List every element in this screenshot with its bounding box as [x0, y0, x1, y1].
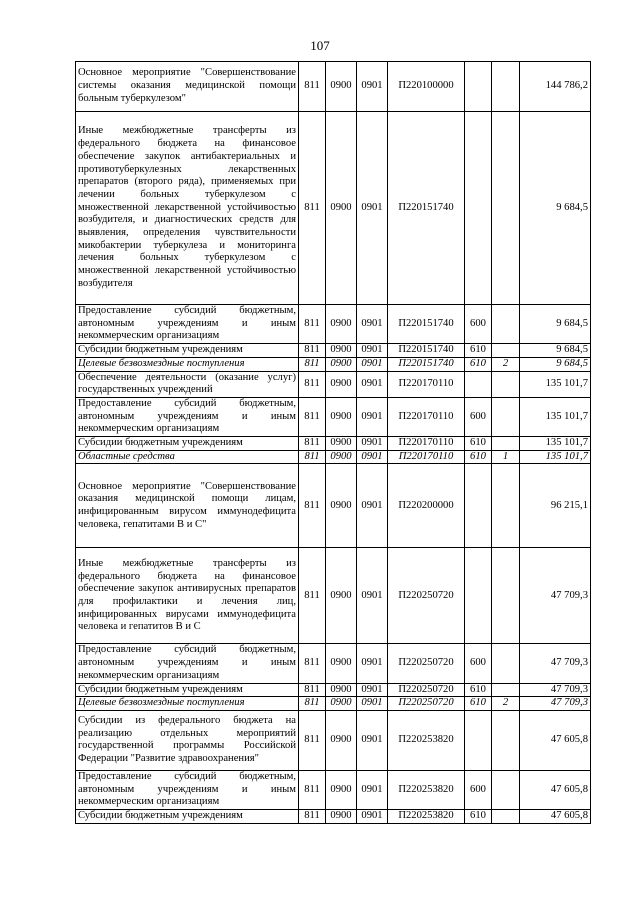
row-subsection-code: 0901 [357, 644, 388, 683]
row-section-code: 0900 [326, 770, 357, 809]
row-subsection-code: 0901 [357, 770, 388, 809]
row-expense-type-code: 600 [465, 397, 492, 436]
row-name: Субсидии бюджетным учреждениям [76, 810, 299, 824]
table-row [76, 112, 591, 305]
row-name: Субсидии бюджетным учреждениям [76, 683, 299, 697]
row-sum: 135 101,7 [520, 371, 591, 397]
row-section-code: 0900 [326, 450, 357, 464]
row-sum: 135 101,7 [520, 397, 591, 436]
row-source-code [492, 548, 520, 644]
row-sum: 9 684,5 [520, 344, 591, 358]
row-ministry-code: 811 [299, 112, 326, 305]
row-subsection-code: 0901 [357, 548, 388, 644]
row-expense-type-code: 610 [465, 450, 492, 464]
table-row [76, 397, 591, 436]
row-expense-type-code: 610 [465, 683, 492, 697]
table-row [76, 548, 591, 644]
row-section-code: 0900 [326, 683, 357, 697]
row-source-code: 2 [492, 697, 520, 711]
row-source-code [492, 371, 520, 397]
table-row [76, 437, 591, 451]
row-source-code [492, 810, 520, 824]
row-section-code: 0900 [326, 697, 357, 711]
row-expense-type-code: 610 [465, 344, 492, 358]
row-sum: 47 605,8 [520, 810, 591, 824]
table-row [76, 710, 591, 770]
table-row [76, 450, 591, 464]
row-target-code: П220250720 [388, 548, 465, 644]
row-subsection-code: 0901 [357, 683, 388, 697]
row-ministry-code: 811 [299, 371, 326, 397]
row-expense-type-code: 600 [465, 770, 492, 809]
row-subsection-code: 0901 [357, 371, 388, 397]
row-source-code [492, 464, 520, 548]
row-sum: 144 786,2 [520, 62, 591, 112]
table-row [76, 305, 591, 344]
row-sum: 47 709,3 [520, 697, 591, 711]
row-name: Предоставление субсидий бюджетным, автономным учреждениям и иным некоммерческим организациям [76, 644, 299, 683]
row-name: Целевые безвозмездные поступления [76, 357, 299, 371]
row-sum: 47 709,3 [520, 644, 591, 683]
page-number: 107 [310, 38, 330, 53]
table-row [76, 464, 591, 548]
row-subsection-code: 0901 [357, 464, 388, 548]
row-ministry-code: 811 [299, 357, 326, 371]
table-row [76, 683, 591, 697]
row-target-code: П220151740 [388, 344, 465, 358]
row-source-code [492, 644, 520, 683]
row-subsection-code: 0901 [357, 810, 388, 824]
row-section-code: 0900 [326, 710, 357, 770]
row-name: Субсидии из федерального бюджета на реализацию отдельных мероприятий государственной программы Российской Федерации "Развитие здравоохранения" [76, 710, 299, 770]
budget-table [75, 61, 591, 824]
table-row [76, 371, 591, 397]
row-target-code: П220100000 [388, 62, 465, 112]
row-ministry-code: 811 [299, 450, 326, 464]
row-sum: 47 605,8 [520, 770, 591, 809]
row-section-code: 0900 [326, 464, 357, 548]
row-source-code [492, 710, 520, 770]
row-section-code: 0900 [326, 62, 357, 112]
row-ministry-code: 811 [299, 644, 326, 683]
row-name: Иные межбюджетные трансферты из федерального бюджета на финансовое обеспечение закупок антибактериальных и противотуберкулезных лекарственных препаратов (второго ряда), применяемых при лечении больных туберкулезом с множественной лекарственной устойчивостью возбудителя, и диагностических средств для выявления, определения чувствительности микобактерии туберкулеза и мониторинга лечения больных туберкулезом с множественной лекарственной устойчивостью возбудителя [76, 112, 299, 305]
row-subsection-code: 0901 [357, 344, 388, 358]
row-name: Иные межбюджетные трансферты из федерального бюджета на финансовое обеспечение закупок антивирусных препаратов для профилактики и лечения лиц, инфицированных вирусами иммунодефицита человека и гепатитов В и С [76, 548, 299, 644]
row-sum: 9 684,5 [520, 112, 591, 305]
row-source-code [492, 344, 520, 358]
row-name: Субсидии бюджетным учреждениям [76, 437, 299, 451]
row-ministry-code: 811 [299, 437, 326, 451]
row-section-code: 0900 [326, 437, 357, 451]
row-source-code [492, 305, 520, 344]
row-subsection-code: 0901 [357, 62, 388, 112]
row-ministry-code: 811 [299, 710, 326, 770]
row-section-code: 0900 [326, 371, 357, 397]
row-ministry-code: 811 [299, 770, 326, 809]
table-row [76, 644, 591, 683]
row-source-code: 2 [492, 357, 520, 371]
row-source-code [492, 112, 520, 305]
row-expense-type-code: 610 [465, 357, 492, 371]
row-target-code: П220253820 [388, 770, 465, 809]
row-name: Предоставление субсидий бюджетным, автономным учреждениям и иным некоммерческим организациям [76, 305, 299, 344]
row-expense-type-code: 610 [465, 697, 492, 711]
row-expense-type-code: 600 [465, 305, 492, 344]
table-row [76, 357, 591, 371]
row-expense-type-code [465, 62, 492, 112]
row-section-code: 0900 [326, 548, 357, 644]
row-expense-type-code [465, 548, 492, 644]
row-sum: 96 215,1 [520, 464, 591, 548]
row-section-code: 0900 [326, 112, 357, 305]
row-subsection-code: 0901 [357, 437, 388, 451]
row-target-code: П220250720 [388, 697, 465, 711]
row-ministry-code: 811 [299, 810, 326, 824]
row-section-code: 0900 [326, 644, 357, 683]
row-expense-type-code [465, 710, 492, 770]
row-expense-type-code [465, 371, 492, 397]
row-expense-type-code: 610 [465, 810, 492, 824]
row-section-code: 0900 [326, 810, 357, 824]
row-target-code: П220170110 [388, 371, 465, 397]
row-target-code: П220151740 [388, 305, 465, 344]
row-target-code: П220170110 [388, 437, 465, 451]
table-row [76, 810, 591, 824]
row-subsection-code: 0901 [357, 112, 388, 305]
row-subsection-code: 0901 [357, 357, 388, 371]
row-ministry-code: 811 [299, 683, 326, 697]
row-source-code [492, 397, 520, 436]
row-subsection-code: 0901 [357, 397, 388, 436]
row-target-code: П220170110 [388, 450, 465, 464]
row-subsection-code: 0901 [357, 697, 388, 711]
row-source-code [492, 62, 520, 112]
table-row [76, 770, 591, 809]
row-sum: 9 684,5 [520, 357, 591, 371]
row-source-code [492, 683, 520, 697]
row-target-code: П220170110 [388, 397, 465, 436]
row-name: Предоставление субсидий бюджетным, автономным учреждениям и иным некоммерческим организациям [76, 770, 299, 809]
row-section-code: 0900 [326, 305, 357, 344]
row-section-code: 0900 [326, 357, 357, 371]
row-subsection-code: 0901 [357, 450, 388, 464]
row-ministry-code: 811 [299, 397, 326, 436]
row-name: Основное мероприятие "Совершенствование системы оказания медицинской помощи больным туберкулезом" [76, 62, 299, 112]
row-sum: 47 709,3 [520, 548, 591, 644]
row-sum: 47 605,8 [520, 710, 591, 770]
row-target-code: П220253820 [388, 810, 465, 824]
row-subsection-code: 0901 [357, 710, 388, 770]
table-row [76, 344, 591, 358]
row-expense-type-code [465, 464, 492, 548]
row-section-code: 0900 [326, 397, 357, 436]
row-sum: 135 101,7 [520, 437, 591, 451]
row-target-code: П220151740 [388, 112, 465, 305]
row-target-code: П220151740 [388, 357, 465, 371]
row-sum: 47 709,3 [520, 683, 591, 697]
row-expense-type-code: 600 [465, 644, 492, 683]
row-source-code: 1 [492, 450, 520, 464]
row-target-code: П220250720 [388, 683, 465, 697]
row-ministry-code: 811 [299, 62, 326, 112]
row-sum: 135 101,7 [520, 450, 591, 464]
row-expense-type-code [465, 112, 492, 305]
row-ministry-code: 811 [299, 305, 326, 344]
row-name: Основное мероприятие "Совершенствование оказания медицинской помощи лицам, инфицированным вирусом иммунодефицита человека, гепатитами В и С" [76, 464, 299, 548]
row-subsection-code: 0901 [357, 305, 388, 344]
table-row [76, 62, 591, 112]
row-target-code: П220253820 [388, 710, 465, 770]
row-ministry-code: 811 [299, 344, 326, 358]
table-row [76, 697, 591, 711]
row-name: Областные средства [76, 450, 299, 464]
row-target-code: П220250720 [388, 644, 465, 683]
row-sum: 9 684,5 [520, 305, 591, 344]
row-source-code [492, 770, 520, 809]
row-section-code: 0900 [326, 344, 357, 358]
row-expense-type-code: 610 [465, 437, 492, 451]
row-ministry-code: 811 [299, 548, 326, 644]
row-source-code [492, 437, 520, 451]
row-name: Целевые безвозмездные поступления [76, 697, 299, 711]
row-name: Субсидии бюджетным учреждениям [76, 344, 299, 358]
row-target-code: П220200000 [388, 464, 465, 548]
row-ministry-code: 811 [299, 464, 326, 548]
row-name: Обеспечение деятельности (оказание услуг) государственных учреждений [76, 371, 299, 397]
row-name: Предоставление субсидий бюджетным, автономным учреждениям и иным некоммерческим организациям [76, 397, 299, 436]
row-ministry-code: 811 [299, 697, 326, 711]
